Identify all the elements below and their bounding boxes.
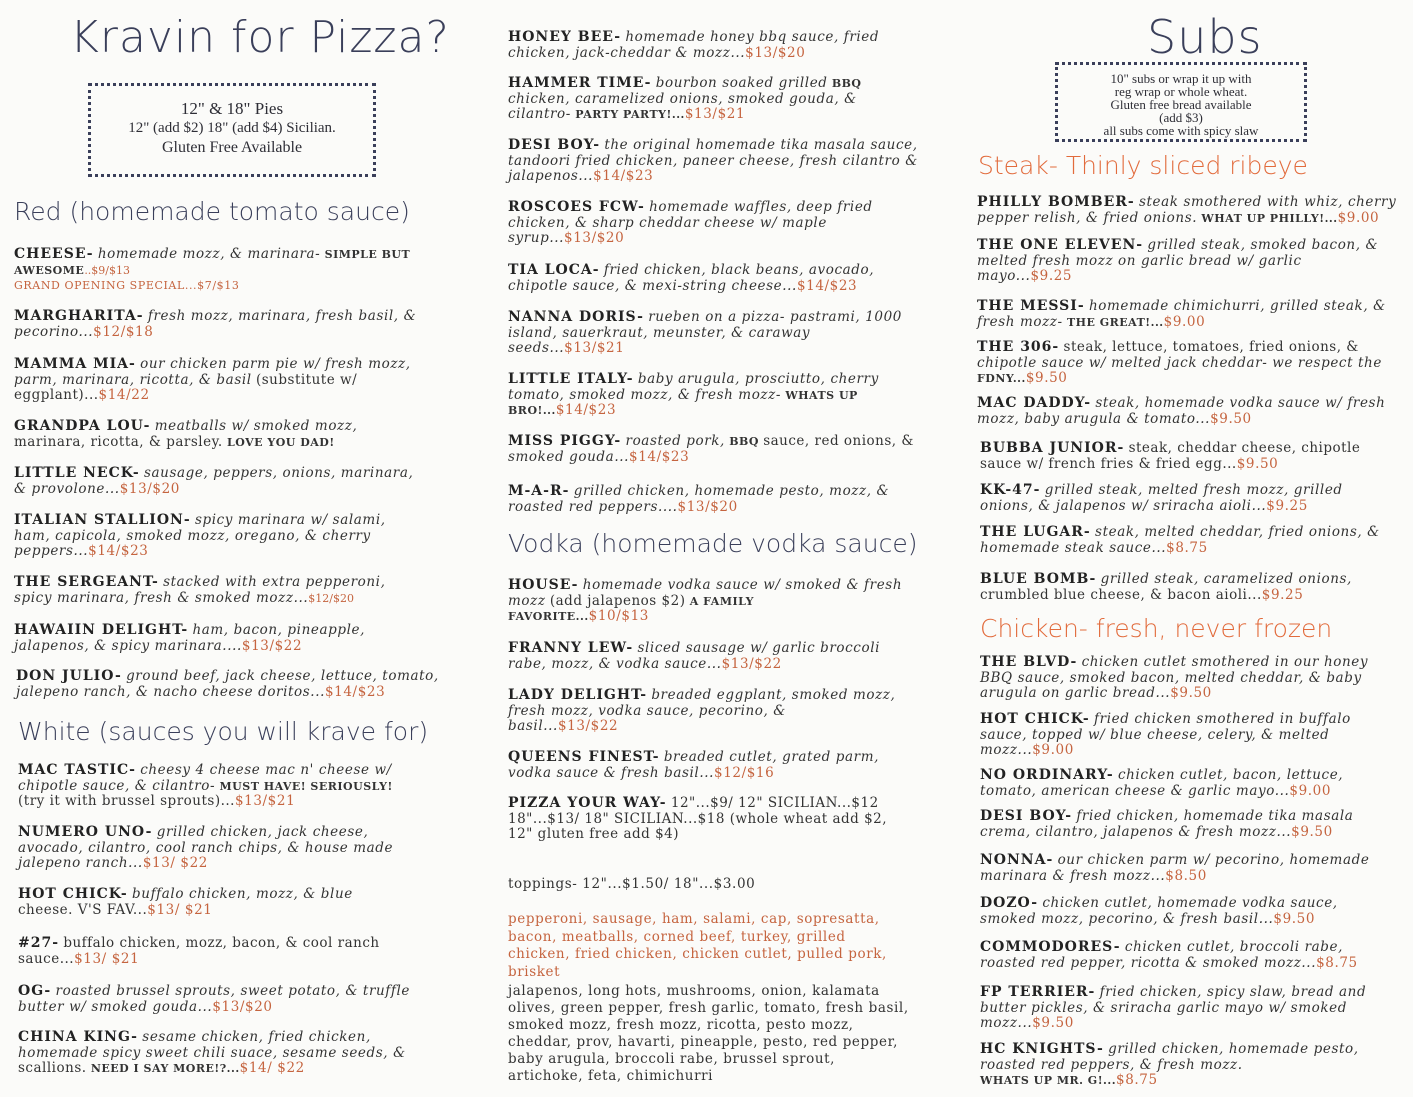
subs-title: Subs [1147, 10, 1263, 64]
menu-item-china-king: CHINA KING- sesame chicken, fried chicken, homemade spicy sweet chili suace, sesame seeds, & scallions. NEED I SAY MORE!?...$14/ $22 [18, 1029, 406, 1076]
menu-item-grandpa-lou: GRANDPA LOU- meatballs w/ smoked mozz, marinara, ricotta, & parsley. LOVE YOU DAD! [14, 418, 358, 450]
info-line: reg wrap or whole wheat. [1114, 84, 1248, 99]
menu-item-tia-loca: TIA LOCA- fried chicken, black beans, avocado, chipotle sauce, & mexi-string cheese...$14/$23 [508, 262, 875, 294]
menu-item-desi-boy: DESI BOY- the original homemade tika masala sauce, tandoori fried chicken, paneer cheese, fresh cilantro & jalapenos...$14/$23 [508, 137, 918, 184]
specialty-pizza-column [490, 0, 950, 1097]
menu-item-mac-tastic: MAC TASTIC- cheesy 4 cheese mac n' cheese w/ chipotle sauce, & cilantro- MUST HAVE! SERIOUSLY! (try it with brussel sprouts)...$13/$21 [18, 762, 393, 809]
menu-item-nonna: NONNA- our chicken parm w/ pecorino, homemade marinara & fresh mozz...$8.50 [980, 852, 1370, 884]
menu-item-hot-chick-sub: HOT CHICK- fried chicken smothered in buffalo sauce, topped w/ blue cheese, celery, & melted mozz...$9.00 [980, 711, 1351, 758]
menu-item-lady-delight: LADY DELIGHT- breaded eggplant, smoked mozz, fresh mozz, vodka sauce, pecorino, & basil...$13/$22 [508, 687, 896, 734]
menu-item-queens-finest: QUEENS FINEST- breaded cutlet, grated parm, vodka sauce & fresh basil...$12/$16 [508, 749, 880, 781]
menu-item-cheese: CHEESE- homemade mozz, & marinara- SIMPLE BUT AWESOME..$9/$13 [14, 246, 411, 277]
chicken-section-header: Chicken- fresh, never frozen [980, 614, 1333, 643]
menu-item-hawaiin-delight: HAWAIIN DELIGHT- ham, bacon, pineapple, jalapenos, & spicy marinara....$13/$22 [14, 622, 366, 654]
menu-item-mamma-mia: MAMMA MIA- our chicken parm pie w/ fresh mozz, parm, marinara, ricotta, & basil (substitute w/ eggplant)...$14/22 [14, 356, 411, 403]
menu-item-og: OG- roasted brussel sprouts, sweet potato, & truffle butter w/ smoked gouda...$13/$20 [18, 983, 410, 1015]
menu-item-roscoes-fcw: ROSCOES FCW- homemade waffles, deep fried chicken, & sharp cheddar cheese w/ maple syrup...$13/$20 [508, 199, 873, 246]
menu-item-commodores: COMMODORES- chicken cutlet, broccoli rabe, roasted red pepper, ricotta & smoked mozz...$8.75 [980, 939, 1358, 971]
menu-item-the-blvd: THE BLVD- chicken cutlet smothered in our honey BBQ sauce, smoked bacon, melted cheddar, & baby arugula on garlic bread...$9.50 [980, 654, 1369, 701]
menu-item-27: #27- buffalo chicken, mozz, bacon, & cool ranch sauce...$13/ $21 [18, 935, 380, 967]
menu-item-italian-stallion: ITALIAN STALLION- spicy marinara w/ salami, ham, capicola, smoked mozz, oregano, & cherry peppers...$14/$23 [14, 512, 386, 559]
menu-item-little-neck: LITTLE NECK- sausage, peppers, onions, marinara, & provolone...$13/$20 [14, 465, 414, 497]
menu-item-don-julio: DON JULIO- ground beef, jack cheese, lettuce, tomato, jalepeno ranch, & nacho cheese doritos...$14/$23 [16, 668, 439, 700]
veggie-toppings-list: jalapenos, long hots, mushrooms, onion, kalamata olives, green pepper, fresh garlic, tomato, fresh basil, smoked mozz, fresh mozz, ricotta, pesto mozz, cheddar, prov, havarti, pineapple, pesto, red pepper, baby arugula, broccoli rabe, brussel sprout, artichoke, feta, chimichurri [508, 983, 909, 1084]
menu-item-numero-uno: NUMERO UNO- grilled chicken, jack cheese, avocado, cilantro, cool ranch chips, & house made jalepeno ranch...$13/ $22 [18, 824, 394, 871]
menu-item-no-ordinary: NO ORDINARY- chicken cutlet, bacon, lettuce, tomato, american cheese & garlic mayo...$9.00 [980, 767, 1344, 799]
menu-item-hot-chick: HOT CHICK- buffalo chicken, mozz, & blue cheese. V'S FAV...$13/ $21 [18, 886, 353, 918]
menu-item-the-messi: THE MESSI- homemade chimichurri, grilled steak, & fresh mozz- THE GREAT!...$9.00 [977, 298, 1386, 330]
menu-item-mac-daddy: MAC DADDY- steak, homemade vodka sauce w/ fresh mozz, baby arugula & tomato...$9.50 [977, 395, 1386, 427]
info-line: (add $3) [1159, 110, 1203, 125]
menu-item-margharita: MARGHARITA- fresh mozz, marinara, fresh basil, & pecorino...$12/$18 [14, 308, 417, 340]
menu-item-the-306: THE 306- steak, lettuce, tomatoes, fried onions, & chipotle sauce w/ melted jack cheddar- we respect the FDNY...$9.50 [977, 339, 1382, 386]
steak-section-header: Steak- Thinly sliced ribeye [978, 151, 1308, 180]
info-line: Gluten Free Available [161, 139, 303, 156]
pizza-title: Kravin for Pizza? [70, 12, 450, 63]
menu-item-hc-knights: HC KNIGHTS- grilled chicken, homemade pesto, roasted red peppers, & fresh mozz. WHATS UP MR. G!...$8.75 [980, 1041, 1359, 1088]
menu-item-nanna-doris: NANNA DORIS- rueben on a pizza- pastrami, 1000 island, sauerkraut, meunster, & caraway seeds...$13/$21 [508, 309, 902, 356]
info-line: Gluten free bread available [1110, 97, 1252, 112]
menu-item-mar: M-A-R- grilled chicken, homemade pesto, mozz, & roasted red peppers....$13/$20 [508, 483, 890, 515]
white-section-header: White (sauces you will krave for) [18, 717, 429, 746]
info-line: 10" subs or wrap it up with [1110, 71, 1252, 86]
menu-item-the-sergeant: THE SERGEANT- stacked with extra pepperoni, spicy marinara, fresh & smoked mozz...$12/$20 [14, 574, 386, 606]
menu-item-philly-bomber: PHILLY BOMBER- steak smothered with whiz, cherry pepper relish, & fried onions. WHAT UP PHILLY!...$9.00 [977, 194, 1397, 226]
menu-item-pizza-your-way: PIZZA YOUR WAY- 12"...$9/ 12" SICILIAN...$12 18"...$13/ 18" SICILIAN...$18 (whole wheat add $2, 12" gluten free add $4) [508, 795, 888, 842]
vodka-section-header: Vodka (homemade vodka sauce) [508, 529, 918, 558]
menu-item-fp-terrier: FP TERRIER- fried chicken, spicy slaw, bread and butter pickles, & sriracha garlic mayo w/ smoked mozz...$9.50 [980, 984, 1367, 1031]
subs-info-box [1055, 62, 1307, 142]
menu-item-hammer-time: HAMMER TIME- bourbon soaked grilled BBQ chicken, caramelized onions, smoked gouda, & cilantro- PARTY PARTY!...$13/$21 [508, 75, 862, 122]
info-line: 12" (add $2) 18" (add $4) Sicilian. [128, 120, 336, 136]
menu-item-house: HOUSE- homemade vodka sauce w/ smoked & fresh mozz (add jalapenos $2) A FAMILY FAVORITE...$10/$13 [508, 577, 903, 624]
subs-column [965, 0, 1413, 1097]
pizza-column [0, 0, 470, 1097]
menu-item-dozo: DOZO- chicken cutlet, homemade vodka sauce, smoked mozz, pecorino, & fresh basil...$9.50 [980, 895, 1338, 927]
meat-toppings-list: pepperoni, sausage, ham, salami, cap, sopresatta, bacon, meatballs, corned beef, turkey, grilled chicken, fried chicken, chicken cutlet, pulled pork, brisket [508, 911, 887, 980]
menu-item-blue-bomb: BLUE BOMB- grilled steak, caramelized onions, crumbled blue cheese, & bacon aioli...$9.25 [980, 571, 1352, 603]
grand-opening-special: GRAND OPENING SPECIAL...$7/$13 [14, 279, 240, 292]
red-section-header: Red (homemade tomato sauce) [14, 197, 410, 226]
toppings-price-line: toppings- 12"...$1.50/ 18"...$3.00 [508, 876, 756, 892]
menu-item-franny-lew: FRANNY LEW- sliced sausage w/ garlic broccoli rabe, mozz, & vodka sauce...$13/$22 [508, 640, 881, 672]
menu-item-honey-bee: HONEY BEE- homemade honey bbq sauce, fried chicken, jack-cheddar & mozz...$13/$20 [508, 29, 880, 61]
menu-item-little-italy: LITTLE ITALY- baby arugula, prosciutto, cherry tomato, smoked mozz, & fresh mozz- WHATS UP BRO!...$14/$23 [508, 371, 879, 418]
menu-item-bubba-junior: BUBBA JUNIOR- steak, cheddar cheese, chipotle sauce w/ french fries & fried egg...$9.50 [980, 440, 1361, 472]
menu-item-one-eleven: THE ONE ELEVEN- grilled steak, smoked bacon, & melted fresh mozz on garlic bread w/ garlic mayo...$9.25 [977, 237, 1379, 284]
menu-item-desi-boy-sub: DESI BOY- fried chicken, homemade tika masala crema, cilantro, jalapenos & fresh mozz...$9.50 [980, 808, 1354, 840]
menu-item-kk-47: KK-47- grilled steak, melted fresh mozz, grilled onions, & jalapenos w/ sriracha aioli...$9.25 [980, 482, 1343, 514]
info-line: 12" & 18" Pies [180, 99, 284, 118]
info-line: all subs come with spicy slaw [1103, 123, 1259, 138]
menu-item-miss-piggy: MISS PIGGY- roasted pork, BBQ sauce, red onions, & smoked gouda...$14/$23 [508, 433, 914, 465]
menu-item-the-lugar: THE LUGAR- steak, melted cheddar, fried onions, & homemade steak sauce...$8.75 [980, 524, 1380, 556]
pizza-info-box [88, 83, 376, 177]
